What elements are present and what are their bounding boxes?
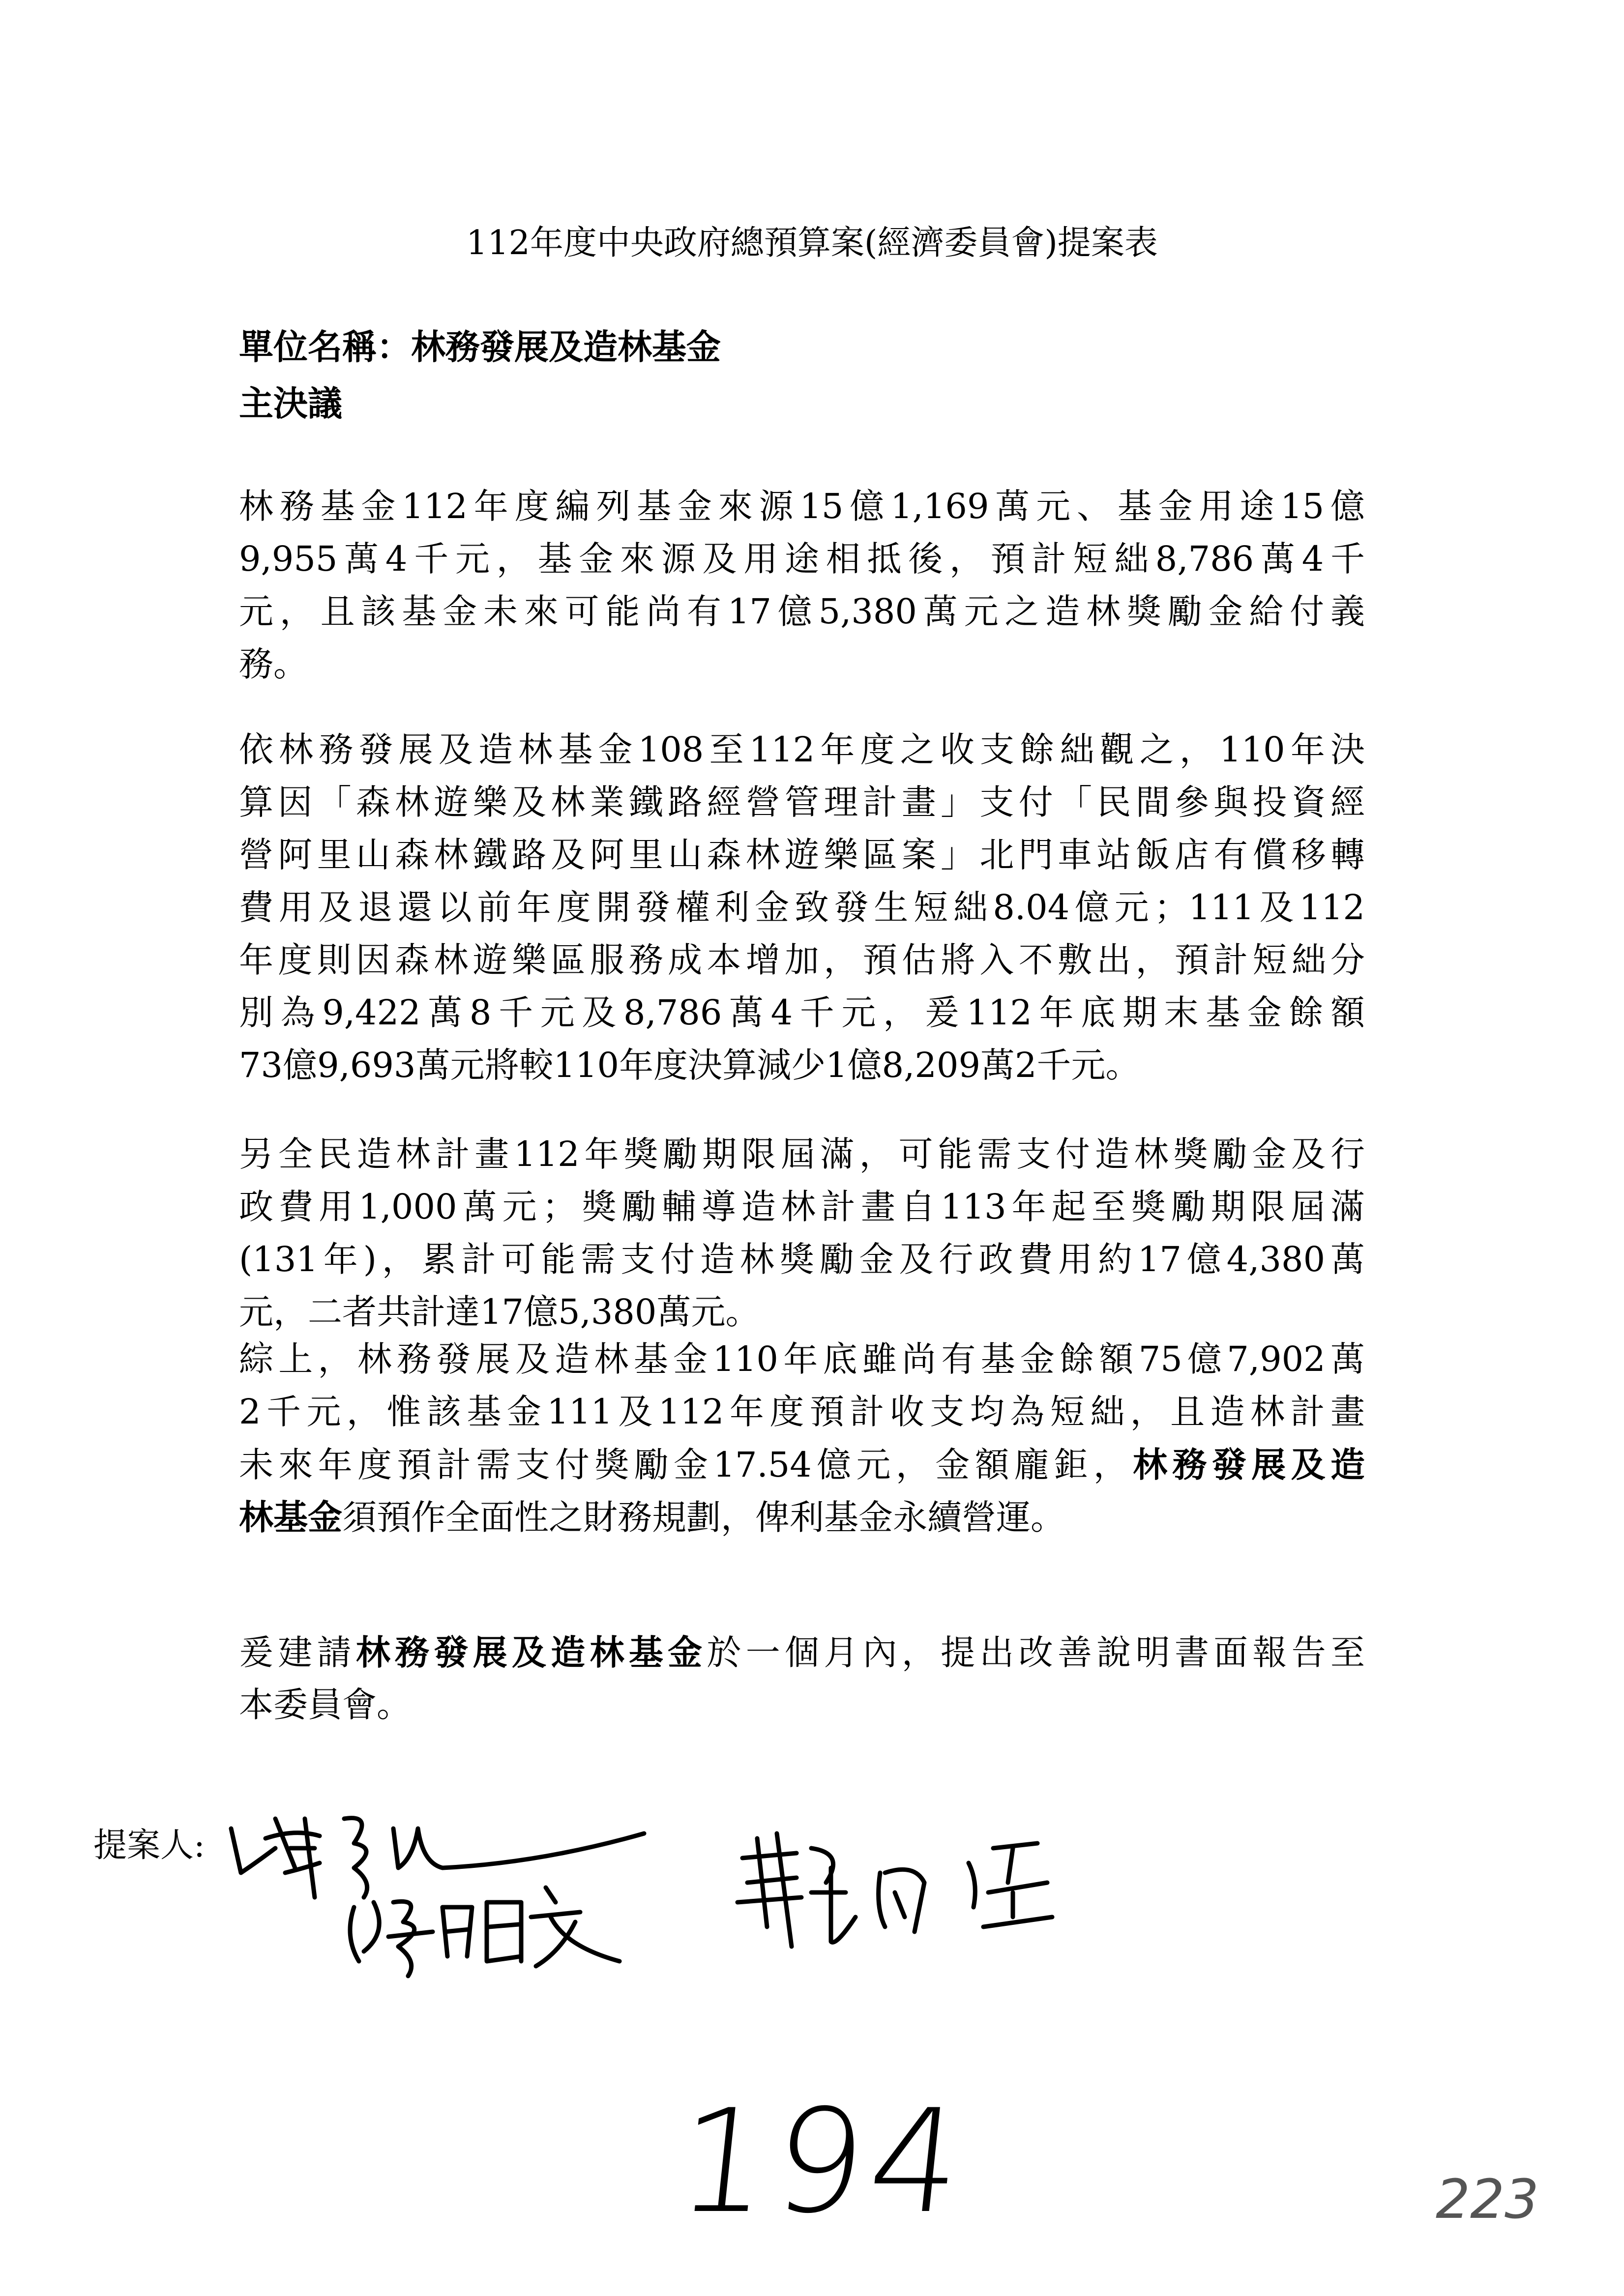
unit-name: 單位名稱：林務發展及造林基金 [239,326,721,367]
text-segment: 須預作全面性之財務規劃，俾利基金永續營運。 [342,1497,1065,1538]
text-segment: 依林務發展及造林基金108至112年度之收支餘絀觀之，110年決 [239,729,1365,770]
text-segment: 林務基金112年度編列基金來源15億1,169萬元、基金用途15億 [239,486,1365,526]
signature-1 [231,1818,644,1897]
bold-text: 林務發展及造林基金 [355,1632,707,1673]
text-segment: 綜上，林務發展及造林基金110年底雖尚有基金餘額75億7,902萬 [239,1339,1365,1379]
proposer-label: 提案人: [93,1826,205,1865]
text-segment: 元，二者共計達17億5,380萬元。 [239,1292,760,1332]
text-segment: 費用及退還以前年度開發權利金致發生短絀8.04億元；111及112 [239,887,1365,928]
text-segment: 2千元，惟該基金111及112年度預計收支均為短絀，且造林計畫 [239,1392,1365,1432]
resolution-label: 主決議 [239,383,342,424]
text-segment: 營阿里山森林鐵路及阿里山森林遊樂區案」北門車站飯店有償移轉 [239,835,1365,875]
signature-2 [350,1888,620,1976]
bold-text: 林基金 [239,1497,342,1538]
handwritten-page-number: 194 [670,2079,974,2245]
text-segment: 算因「森林遊樂及林業鐵路經營管理計畫」支付「民間參與投資經 [239,782,1365,822]
text-segment: 另全民造林計畫112年獎勵期限屆滿，可能需支付造林獎勵金及行 [239,1134,1365,1174]
corner-page-number: 223 [1436,2168,1539,2231]
text-segment: 73億9,693萬元將較110年度決算減少1億8,209萬2千元。 [239,1045,1140,1085]
page-title: 112年度中央政府總預算案(經濟委員會)提案表 [466,224,1158,262]
text-segment: 年度則因森林遊樂區服務成本增加，預估將入不敷出，預計短絀分 [239,940,1365,980]
text-segment: 元，且該基金未來可能尚有17億5,380萬元之造林獎勵金給付義 [239,591,1365,632]
text-segment: 未來年度預計需支付獎勵金17.54億元，金額龐鉅， [239,1445,1133,1485]
text-segment: 爰建請 [239,1632,356,1673]
signature-3 [738,1833,1052,1947]
text-segment: 務。 [239,644,308,684]
text-segment: 於一個月內，提出改善說明書面報告至 [707,1632,1365,1673]
text-segment: 別為9,422萬8千元及8,786萬4千元，爰112年底期末基金餘額 [239,992,1365,1033]
text-segment: 政費用1,000萬元；獎勵輔導造林計畫自113年起至獎勵期限屆滿 [239,1187,1365,1227]
text-segment: 9,955萬4千元，基金來源及用途相抵後，預計短絀8,786萬4千 [239,539,1365,579]
text-segment: 本委員會。 [239,1685,411,1725]
bold-text: 林務發展及造 [1133,1444,1365,1485]
text-segment: (131年)，累計可能需支付造林獎勵金及行政費用約17億4,380萬 [239,1239,1365,1279]
